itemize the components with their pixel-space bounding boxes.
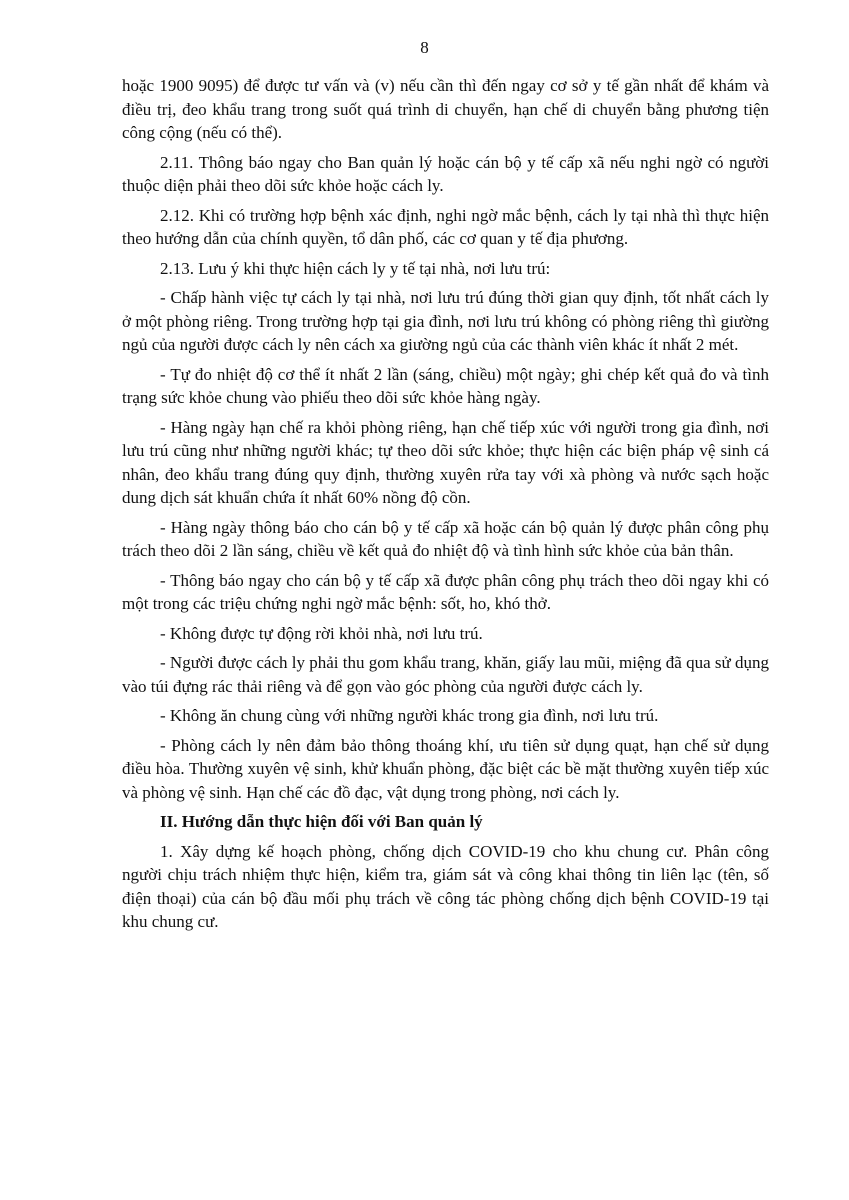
page-number: 8: [420, 38, 429, 57]
paragraph-ii-1: 1. Xây dựng kế hoạch phòng, chống dịch COVID-19 cho khu chung cư. Phân công người chịu trách nhiệm thực hiện, kiểm tra, giám sát và công khai thông tin liên lạc (tên, số điện thoại) của cán bộ đầu mối phụ trách về công tác phòng chống dịch bệnh COVID-19 tại khu chung cư.: [122, 841, 769, 931]
paragraph-2-12: 2.12. Khi có trường hợp bệnh xác định, nghi ngờ mắc bệnh, cách ly tại nhà thì thực hiện theo hướng dẫn của chính quyền, tổ dân phố, các cơ quan y tế địa phương.: [122, 205, 769, 248]
page-content: [122, 74, 769, 940]
section-heading: II. Hướng dẫn thực hiện đối với Ban quản lý: [160, 812, 483, 831]
bullet-symptom-report: - Thông báo ngay cho cán bộ y tế cấp xã được phân công phụ trách theo dõi ngay khi có một trong các triệu chứng nghi ngờ mắc bệnh: sốt, ho, khó thở.: [122, 570, 769, 613]
bullet-waste-collection: - Người được cách ly phải thu gom khẩu trang, khăn, giấy lau mũi, miệng đã qua sử dụng vào túi đựng rác thải riêng và để gọn vào góc phòng của người được cách ly.: [122, 653, 769, 696]
bullet-temperature: - Tự đo nhiệt độ cơ thể ít nhất 2 lần (sáng, chiều) một ngày; ghi chép kết quả đo và tình trạng sức khỏe chung vào phiếu theo dõi sức khỏe hàng ngày.: [122, 364, 769, 407]
paragraph-2-11: 2.11. Thông báo ngay cho Ban quản lý hoặc cán bộ y tế cấp xã nếu nghi ngờ có người thuộc diện phải theo dõi sức khỏe hoặc cách ly.: [122, 152, 769, 195]
bullet-room-ventilation: - Phòng cách ly nên đảm bảo thông thoáng khí, ưu tiên sử dụng quạt, hạn chế sử dụng điều hòa. Thường xuyên vệ sinh, khử khuẩn phòng, đặc biệt các bề mặt thường xuyên tiếp xúc và phòng vệ sinh. Hạn chế các đồ đạc, vật dụng trong phòng, nơi cách ly.: [122, 735, 769, 802]
bullet-no-shared-meals: - Không ăn chung cùng với những người khác trong gia đình, nơi lưu trú.: [160, 706, 659, 725]
bullet-limit-contact: - Hàng ngày hạn chế ra khỏi phòng riêng, hạn chế tiếp xúc với người trong gia đình, nơi lưu trú cũng như những người khác; tự theo dõi sức khỏe; thực hiện các biện pháp vệ sinh cá nhân, đeo khẩu trang đúng quy định, thường xuyên rửa tay với xà phòng và nước sạch hoặc dung dịch sát khuẩn chứa ít nhất 60% nồng độ cồn.: [122, 417, 769, 507]
bullet-self-isolation: - Chấp hành việc tự cách ly tại nhà, nơi lưu trú đúng thời gian quy định, tốt nhất cách ly ở một phòng riêng. Trong trường hợp tại gia đình, nơi lưu trú không có phòng riêng thì giường ngủ của người được cách ly nên cách xa giường ngủ của các thành viên khác ít nhất 2 mét.: [122, 288, 769, 354]
bullet-daily-report: - Hàng ngày thông báo cho cán bộ y tế cấp xã hoặc cán bộ quản lý được phân công phụ trách theo dõi 2 lần sáng, chiều về kết quả đo nhiệt độ và tình hình sức khỏe của bản thân.: [122, 517, 769, 560]
paragraph-2-13: 2.13. Lưu ý khi thực hiện cách ly y tế tại nhà, nơi lưu trú:: [160, 258, 551, 278]
bullet-do-not-leave: - Không được tự động rời khỏi nhà, nơi lưu trú.: [160, 623, 483, 643]
paragraph-continuation: hoặc 1900 9095) để được tư vấn và (v) nếu cần thì đến ngay cơ sở y tế gần nhất để khám và điều trị, đeo khẩu trang trong suốt quá trình di chuyển, hạn chế di chuyển bằng phương tiện công cộng (nếu có thể).: [122, 76, 769, 142]
